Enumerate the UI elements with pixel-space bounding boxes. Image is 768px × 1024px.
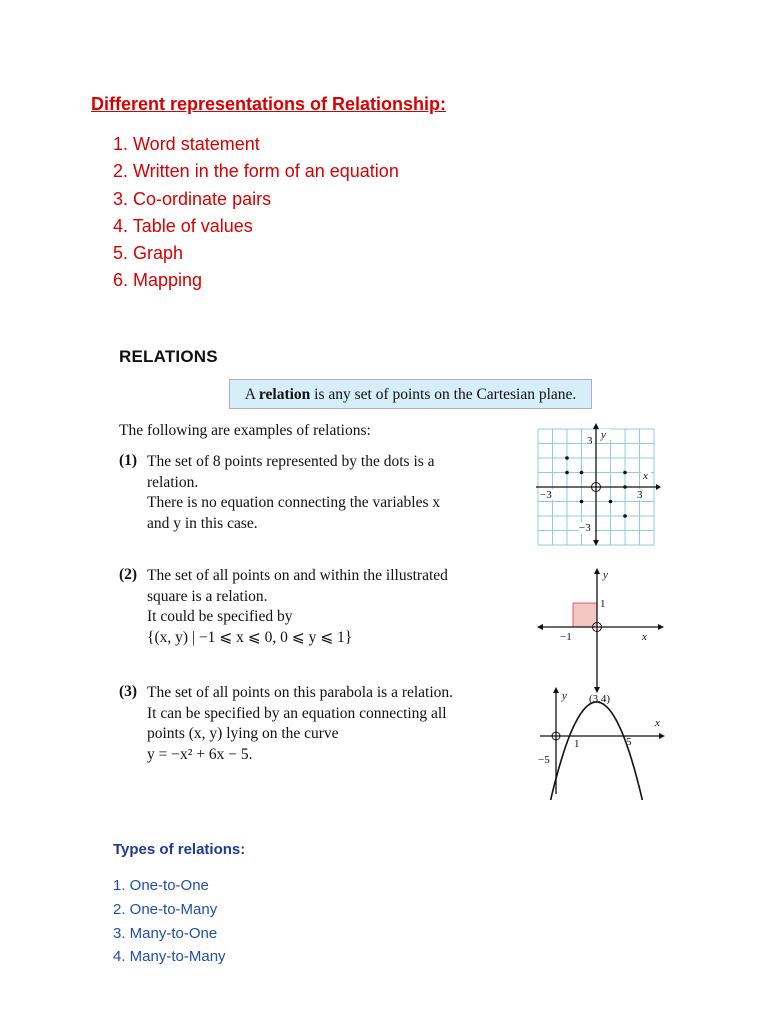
- tick-label-one: 1: [574, 738, 580, 750]
- representations-list: [113, 131, 399, 295]
- graph-dots: [532, 420, 662, 548]
- tick-label-left: −3: [540, 489, 552, 501]
- data-point: [565, 456, 569, 460]
- definition-term: relation: [258, 386, 311, 403]
- data-point: [623, 471, 627, 475]
- vertex-label: (3,4): [589, 693, 611, 705]
- list-item: 2. Written in the form of an equation: [113, 161, 399, 182]
- example-line: It can be specified by an equation connecting all: [147, 704, 447, 722]
- x-axis-arrow-left: [537, 624, 543, 630]
- example-line: relation.: [147, 473, 199, 491]
- definition-prefix: A: [244, 386, 259, 403]
- list-item: 3. Many-to-One: [113, 924, 218, 942]
- intro-text: The following are examples of relations:: [119, 422, 371, 439]
- x-axis-arrow-right: [658, 624, 664, 630]
- list-item: 1. One-to-One: [113, 877, 209, 894]
- example-line: It could be specified by: [147, 608, 293, 625]
- representations-heading: Different representations of Relationship:: [91, 94, 447, 114]
- tick-label-bottom: −3: [579, 522, 591, 534]
- data-point: [580, 500, 584, 504]
- tick-label-one: 1: [600, 598, 606, 610]
- data-point: [565, 471, 569, 475]
- tick-label-minus-five: −5: [538, 754, 550, 766]
- tick-label-right: 3: [637, 489, 643, 501]
- x-axis-arrow: [659, 733, 665, 739]
- data-point: [623, 485, 627, 489]
- data-point: [623, 514, 627, 518]
- parabola-curve: [547, 702, 647, 800]
- x-label: x: [643, 470, 648, 482]
- x-label: x: [642, 631, 647, 643]
- definition-suffix: is any set of points on the Cartesian plane.: [310, 386, 577, 403]
- example-1: [119, 452, 479, 534]
- y-label: y: [562, 690, 567, 702]
- x-label: x: [655, 717, 660, 729]
- example-line: and y in this case.: [147, 514, 258, 532]
- y-axis-arrow: [553, 687, 559, 693]
- example-line: There is no equation connecting the variables x: [147, 494, 441, 511]
- example-2: [119, 566, 479, 648]
- list-item: 4. Table of values: [113, 215, 253, 236]
- types-title: Types of relations:: [113, 841, 246, 858]
- example-number: (2): [119, 566, 138, 583]
- tick-label-top: 3: [587, 435, 593, 447]
- example-line: The set of all points on this parabola is a relation.: [147, 684, 454, 701]
- example-line: y = −x² + 6x − 5.: [147, 745, 253, 763]
- tick-label-minus-one: −1: [560, 631, 572, 643]
- list-item: 6. Mapping: [113, 270, 203, 291]
- tick-label-five: 5: [626, 736, 632, 748]
- example-3: [119, 683, 479, 765]
- list-item: 1. Word statement: [113, 134, 260, 154]
- example-line: square is a relation.: [147, 587, 268, 605]
- list-item: 5. Graph: [113, 243, 184, 264]
- definition-box: [229, 379, 592, 409]
- x-axis-arrow: [656, 484, 661, 490]
- example-number: (1): [119, 452, 138, 469]
- y-label: y: [601, 429, 606, 441]
- graph-parabola: [534, 684, 666, 800]
- shaded-square: [573, 603, 597, 627]
- list-item: 3. Co-ordinate pairs: [113, 188, 272, 209]
- y-axis-arrow-up: [593, 423, 599, 429]
- list-item: 2. One-to-Many: [113, 900, 218, 918]
- graph-square: [536, 565, 666, 693]
- y-axis-arrow-up: [594, 568, 600, 574]
- relations-title: RELATIONS: [119, 347, 218, 366]
- data-point: [580, 471, 584, 475]
- example-line: {(x, y) | −1 ⩽ x ⩽ 0, 0 ⩽ y ⩽ 1}: [147, 628, 353, 646]
- y-label: y: [603, 569, 608, 581]
- example-line: points (x, y) lying on the curve: [147, 725, 339, 742]
- data-point: [609, 500, 613, 504]
- example-line: The set of all points on and within the illustrated: [147, 567, 448, 584]
- example-line: The set of 8 points represented by the dots is a: [147, 453, 435, 470]
- types-list: [113, 874, 226, 969]
- example-number: (3): [119, 683, 138, 700]
- list-item: 4. Many-to-Many: [113, 948, 226, 966]
